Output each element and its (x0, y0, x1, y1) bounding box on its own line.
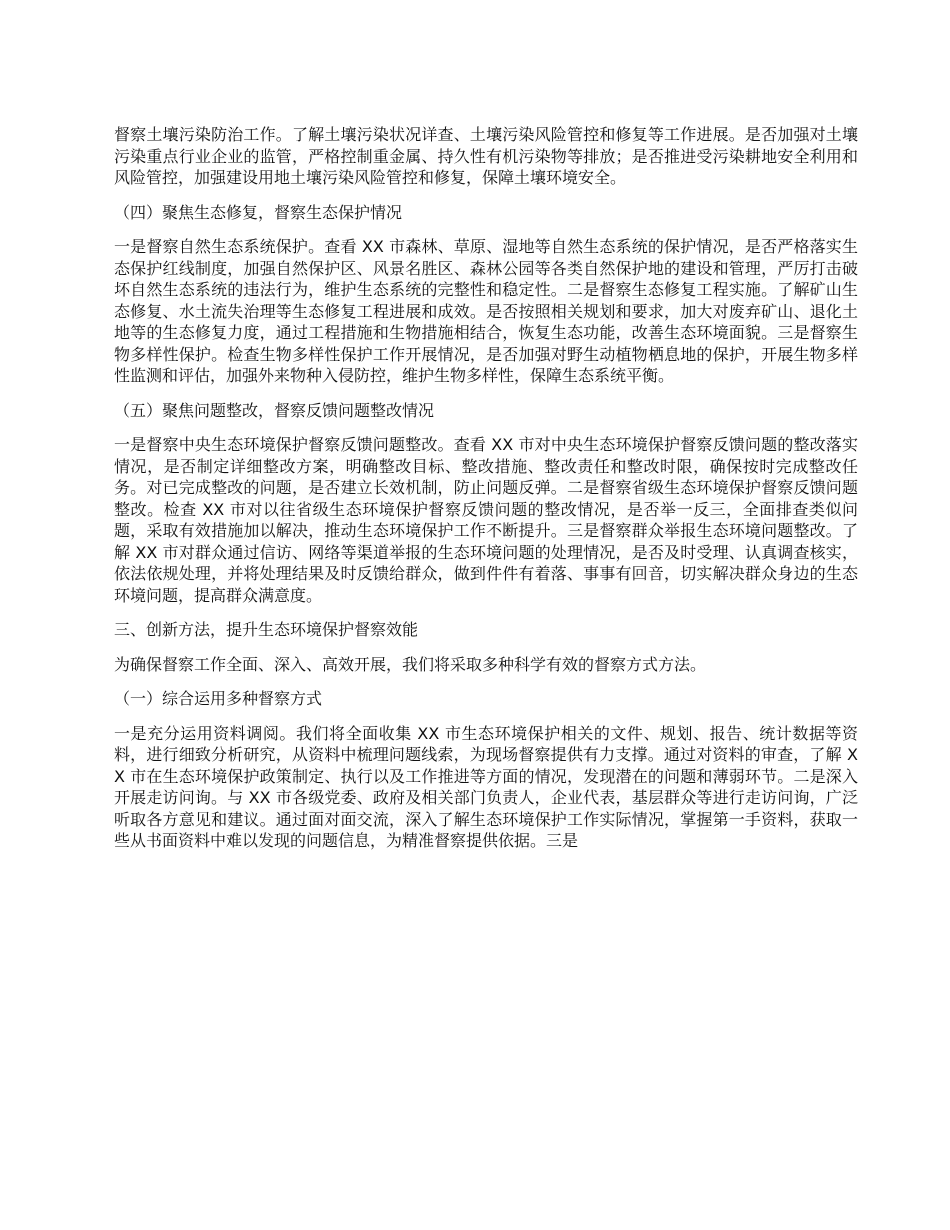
paragraph-rectification-details: 一是督察中央生态环境保护督察反馈问题整改。查看 XX 市对中央生态环境保护督察反馈问题的整改落实情况，是否制定详细整改方案，明确整改目标、整改措施、整改责任和整改时限，确保按时完成整改任务。对已完成整改的问题，是否建立长效机制，防止问题反弹。二是督察省级生态环境保护督察反馈问题整改。检查 XX 市对以往省级生态环境保护督察反馈问题的整改情况，是否举一反三，全面排查类似问题，采取有效措施加以解决，推动生态环境保护工作不断提升。三是督察群众举报生态环境问题整改。了解 XX 市对群众通过信访、网络等渠道举报的生态环境问题的处理情况，是否及时受理、认真调查核实，依法依规处理，并将处理结果及时反馈给群众，做到件件有着落、事事有回音，切实解决群众身边的生态环境问题，提高群众满意度。 (114, 435, 858, 605)
paragraph-methods-intro: 为确保督察工作全面、深入、高效开展，我们将采取多种科学有效的督察方式方法。 (114, 654, 707, 674)
heading-ecological-restoration: （四）聚焦生态修复，督察生态保护情况 (114, 202, 403, 222)
document-page (114, 124, 858, 865)
paragraph-soil-pollution: 督察土壤污染防治工作。了解土壤污染状况详查、土壤污染风险管控和修复等工作进展。是否加强对土壤污染重点行业企业的监管，严格控制重金属、持久性有机污染物等排放；是否推进受污染耕地安全利用和风险管控，加强建设用地土壤污染风险管控和修复，保障土壤环境安全。 (114, 125, 858, 187)
heading-problem-rectification: （五）聚焦问题整改，督察反馈问题整改情况 (114, 400, 435, 420)
heading-innovative-methods: 三、创新方法，提升生态环境保护督察效能 (114, 620, 419, 639)
paragraph-ecological-protection: 一是督察自然生态系统保护。查看 XX 市森林、草原、湿地等自然生态系统的保护情况，是否严格落实生态保护红线制度，加强自然保护区、风景名胜区、森林公园等各类自然保护地的建设和管理，严厉打击破坏自然生态系统的违法行为，维护生态系统的完整性和稳定性。二是督察生态修复工程实施。了解矿山生态修复、水土流失治理等生态修复工程进展和成效。是否按照相关规划和要求，加大对废弃矿山、退化土地等的生态修复力度，通过工程措施和生物措施相结合，恢复生态功能，改善生态环境面貌。三是督察生物多样性保护。检查生物多样性保护工作开展情况，是否加强对野生动植物栖息地的保护，开展生物多样性监测和评估，加强外来物种入侵防控，维护生物多样性，保障生态系统平衡。 (114, 237, 858, 385)
paragraph-methods-details: 一是充分运用资料调阅。我们将全面收集 XX 市生态环境保护相关的文件、规划、报告、统计数据等资料，进行细致分析研究，从资料中梳理问题线索，为现场督察提供有力支撑。通过对资料的审查，了解 XX 市在生态环境保护政策制定、执行以及工作推进等方面的情况，发现潜在的问题和薄弱环节。二是深入开展走访问询。与 XX 市各级党委、政府及相关部门负责人，企业代表，基层群众等进行走访问询，广泛听取各方意见和建议。通过面对面交流，深入了解生态环境保护工作实际情况，掌握第一手资料，获取一些从书面资料中难以发现的问题信息，为精准督察提供依据。三是 (114, 723, 858, 850)
heading-multiple-methods: （一）综合运用多种督察方式 (114, 689, 323, 708)
